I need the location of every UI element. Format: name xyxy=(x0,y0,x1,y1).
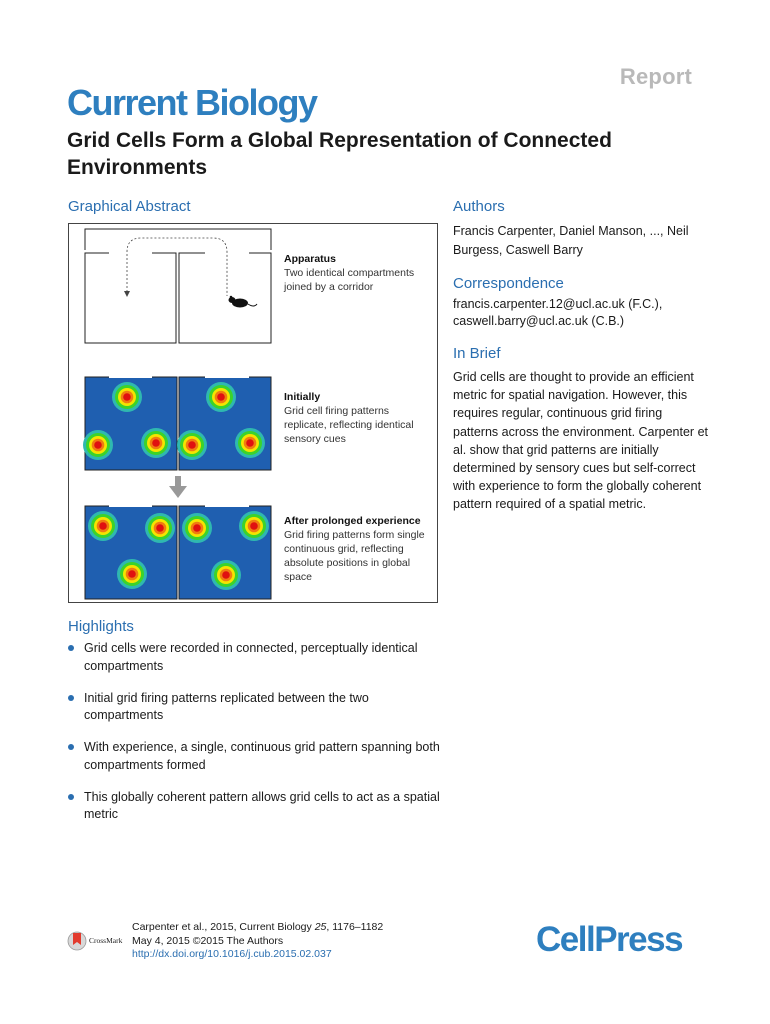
bullet-icon xyxy=(68,645,74,651)
report-label: Report xyxy=(619,64,692,89)
journal-logo: Current Biology xyxy=(67,82,317,123)
after-text: Grid firing patterns form single continuous grid, reflecting absolute positions in global space xyxy=(284,529,425,583)
firing-field xyxy=(211,560,241,590)
firing-field xyxy=(117,559,147,589)
highlight-text: With experience, a single, continuous grid pattern spanning both compartments formed xyxy=(84,740,440,772)
authors-list: Francis Carpenter, Daniel Manson, ..., Neil Burgess, Caswell Barry xyxy=(453,224,689,257)
apparatus-diagram xyxy=(85,229,271,343)
rat-icon xyxy=(229,296,258,308)
rat-path xyxy=(127,238,227,296)
crossmark-icon[interactable] xyxy=(67,930,87,957)
firing-field xyxy=(145,513,175,543)
highlight-text: Initial grid firing patterns replicated between the two compartments xyxy=(84,690,369,722)
highlight-text: This globally coherent pattern allows grid cells to act as a spatial metric xyxy=(84,789,440,821)
apparatus-caption xyxy=(284,252,434,294)
highlight-item xyxy=(68,640,443,675)
firing-field xyxy=(83,430,113,460)
highlight-text: Grid cells were recorded in connected, perceptually identical compartments xyxy=(84,641,418,673)
firing-field xyxy=(235,428,265,458)
rate-map-left-final xyxy=(85,506,177,599)
graphical-abstract xyxy=(68,223,438,603)
rate-map-left-initial xyxy=(83,377,177,470)
highlight-item xyxy=(68,739,443,774)
firing-field xyxy=(141,428,171,458)
highlights-list xyxy=(68,640,443,838)
cellpress-logo: CellPress xyxy=(536,920,683,959)
apparatus-title: Apparatus xyxy=(284,253,336,265)
initial-maps xyxy=(83,377,271,470)
paper-title: Grid Cells Form a Global Representation of Connected Environments xyxy=(67,129,612,179)
down-arrow-icon xyxy=(169,476,187,498)
firing-field xyxy=(112,382,142,412)
after-caption xyxy=(284,514,434,584)
firing-field xyxy=(206,382,236,412)
firing-field xyxy=(182,513,212,543)
authors-heading: Authors xyxy=(453,198,505,215)
in-brief-heading: In Brief xyxy=(453,345,501,362)
firing-field xyxy=(88,511,118,541)
graphical-abstract-heading: Graphical Abstract xyxy=(68,198,191,215)
initially-title: Initially xyxy=(284,391,321,403)
crossmark-label: CrossMark xyxy=(89,936,123,945)
rate-map-right-initial xyxy=(177,377,271,470)
in-brief-text: Grid cells are thought to provide an efficient metric for spatial navigation. However, this requires regular, continuous grid firing patterns across the environment. Carpenter et al. show that grid patterns are initially determined by sensory cues but self-correct with experience to form the globally coherent pattern required of a spatial metric. xyxy=(453,370,708,512)
apparatus-text: Two identical compartments joined by a corridor xyxy=(284,267,415,293)
highlights-heading: Highlights xyxy=(68,618,134,635)
final-maps xyxy=(85,506,271,599)
doi-link[interactable]: http://dx.doi.org/10.1016/j.cub.2015.02.037 xyxy=(132,948,332,960)
correspondence-heading: Correspondence xyxy=(453,275,564,292)
citation-line: Carpenter et al., 2015, Current Biology 25, 1176–1182 xyxy=(132,921,384,933)
rate-map-right-final xyxy=(179,506,271,599)
firing-field xyxy=(177,430,207,460)
bullet-icon xyxy=(68,794,74,800)
bullet-icon xyxy=(68,695,74,701)
firing-field xyxy=(239,511,269,541)
highlight-item xyxy=(68,690,443,725)
initially-text: Grid cell firing patterns replicate, reflecting identical sensory cues xyxy=(284,405,414,445)
initially-caption xyxy=(284,390,434,446)
citation xyxy=(132,921,383,962)
bullet-icon xyxy=(68,744,74,750)
date-line: May 4, 2015 ©2015 The Authors xyxy=(132,934,284,947)
highlight-item xyxy=(68,789,443,824)
correspondence-emails[interactable]: francis.carpenter.12@ucl.ac.uk (F.C.), caswell.barry@ucl.ac.uk (C.B.) xyxy=(453,297,663,328)
after-title: After prolonged experience xyxy=(284,515,421,527)
